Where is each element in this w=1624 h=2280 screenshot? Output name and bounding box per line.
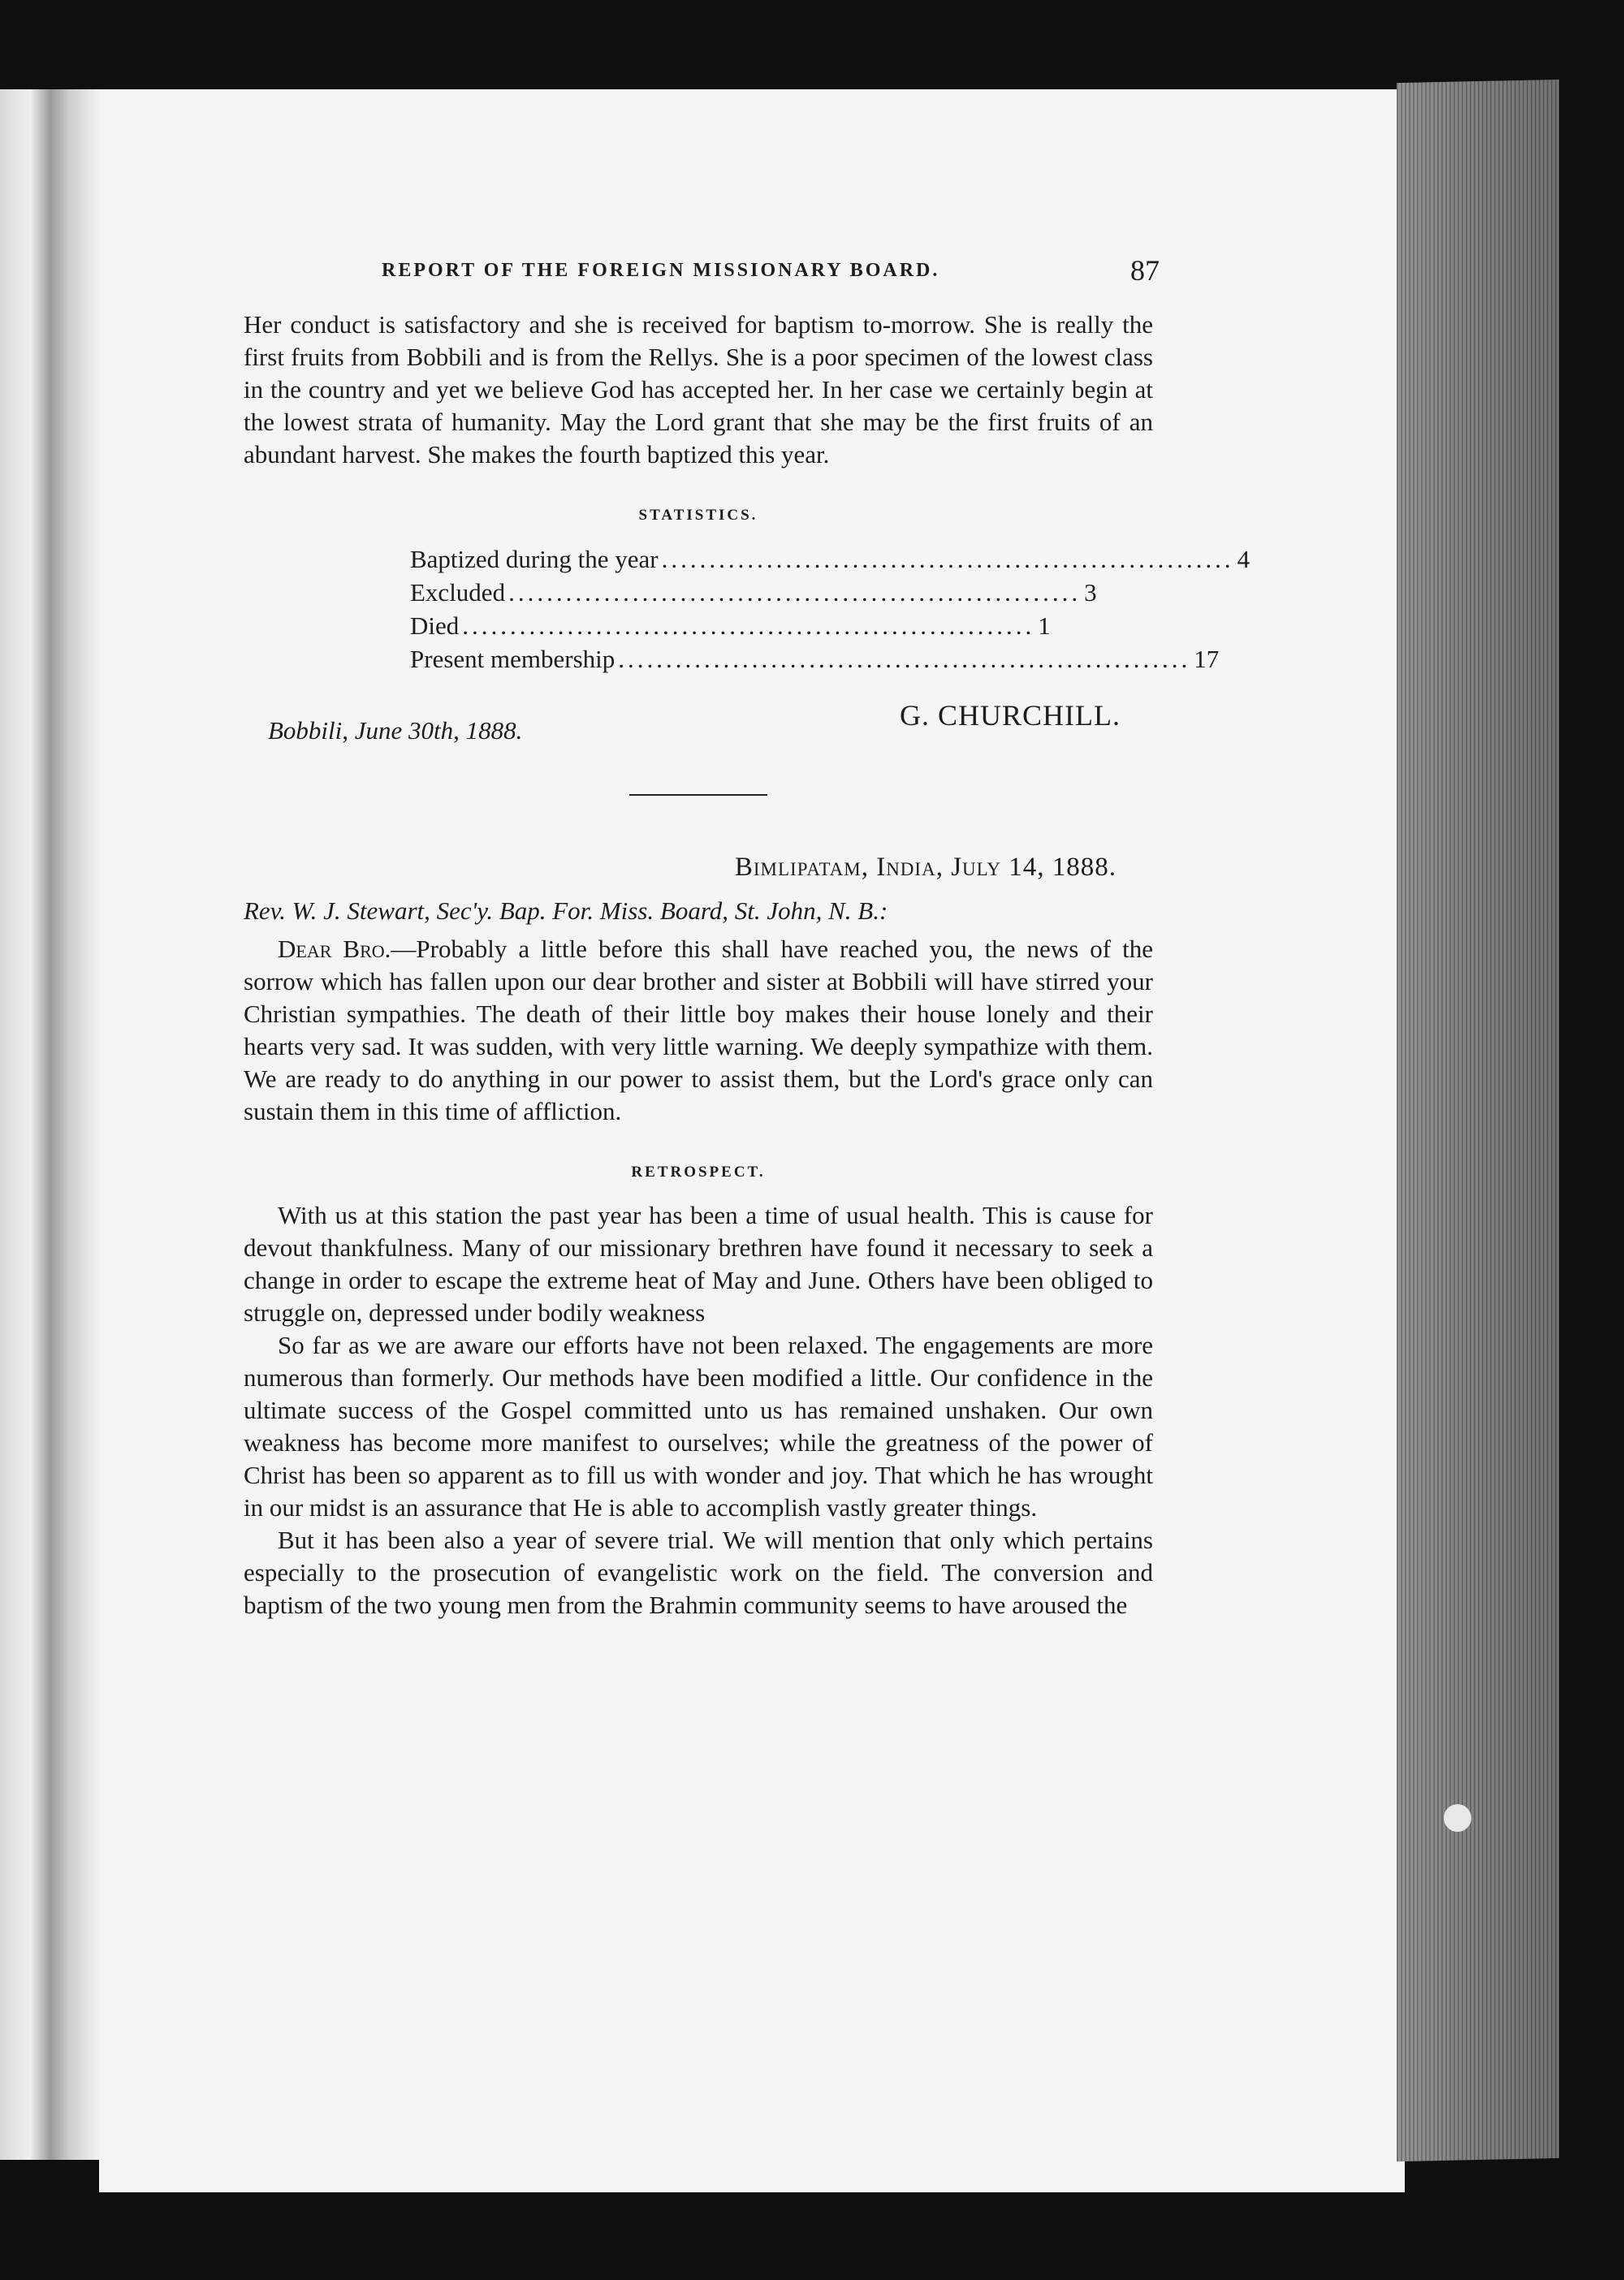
stat-value: 17 <box>1194 645 1220 673</box>
signoff <box>244 684 1153 758</box>
retrospect-paragraph: But it has been also a year of severe trial. We will mention that only which pertains especially to the prosecution of evangelistic work on the field. The conversion and baptism of the two young men from the Brahmin community seems to have aroused the <box>244 1526 1153 1619</box>
signature: G. CHURCHILL. <box>900 699 1121 732</box>
stat-label: Present membership <box>410 645 615 673</box>
stat-row-membership <box>410 642 1220 676</box>
facing-page-edge <box>0 89 50 2160</box>
stat-value: 3 <box>1084 578 1097 607</box>
stat-label: Baptized during the year <box>410 545 659 573</box>
leader-dots: ............................................................ <box>462 611 1035 640</box>
stat-value: 4 <box>1237 545 1250 573</box>
page-number: 87 <box>1130 254 1160 287</box>
leader-dots: ............................................................ <box>618 645 1191 673</box>
statistics-heading: STATISTICS. <box>638 507 758 524</box>
letter-opening-paragraph <box>244 933 1153 1128</box>
place-date: Bobbili, June 30th, 1888. <box>268 716 523 745</box>
paper-blemish <box>1444 1804 1471 1832</box>
retrospect-heading: RETROSPECT. <box>631 1164 766 1181</box>
section-divider <box>629 794 767 796</box>
stat-label: Excluded <box>410 578 506 607</box>
book-gutter <box>50 89 99 2160</box>
stat-row-died <box>410 609 1051 642</box>
leader-dots: ............................................................ <box>508 578 1082 607</box>
retrospect-paragraph: With us at this station the past year has been a time of usual health. This is cause for devout thankfulness. Many of our missionary brethren have found it necessary to seek a change in order to escape the extreme heat of May and June. Others have been obliged to struggle on, depressed under bodily weakness <box>244 1201 1153 1327</box>
stat-row-excluded <box>410 576 1097 609</box>
leader-dots: ............................................................ <box>661 545 1234 573</box>
page-content <box>244 254 1250 1621</box>
running-header <box>244 254 1160 309</box>
letter-greeting: Dear Bro. <box>278 935 391 963</box>
opening-paragraph: Her conduct is satisfactory and she is received for baptism to-morrow. She is really the first fruits from Bobbili and is from the Rellys. She is a poor specimen of the lowest class in the country and yet we believe God has accepted her. In her case we certainly begin at the lowest strata of humanity. May the Lord grant that she may be the first fruits of an abundant harvest. She makes the fourth baptized this year. <box>244 310 1153 469</box>
stat-value: 1 <box>1038 611 1051 640</box>
statistics-table <box>410 542 1250 676</box>
stat-label: Died <box>410 611 460 640</box>
letter-dateline: Bimlipatam, India, July 14, 1888. <box>734 853 1116 882</box>
running-title: REPORT OF THE FOREIGN MISSIONARY BOARD. <box>382 260 940 281</box>
letter-salutation: Rev. W. J. Stewart, Sec'y. Bap. For. Miss. Board, St. John, N. B.: <box>244 896 888 925</box>
letter-body: —Probably a little before this shall have reached you, the news of the sorrow which has fallen upon our dear brother and sister at Bobbili will have stirred your Christian sympathies. The death of their little boy makes their house lonely and their hearts very sad. It was sudden, with very little warning. We deeply sympathize with them. We are ready to do anything in our power to assist them, but the Lord's grace only can sustain them in this time of affliction. <box>244 935 1153 1125</box>
retrospect-paragraph: So far as we are aware our efforts have not been relaxed. The engagements are more numerous than formerly. Our methods have been modified a little. Our confidence in the ultimate success of the Gospel committed unto us has remained unshaken. Our own weakness has become more manifest to ourselves; while the greatness of the power of Christ has been so apparent as to fill us with wonder and joy. That which he has wrought in our midst is an assurance that He is able to accomplish vastly greater things. <box>244 1331 1153 1522</box>
stat-row-baptized <box>410 542 1250 576</box>
page-block-edge <box>1397 80 1559 2161</box>
